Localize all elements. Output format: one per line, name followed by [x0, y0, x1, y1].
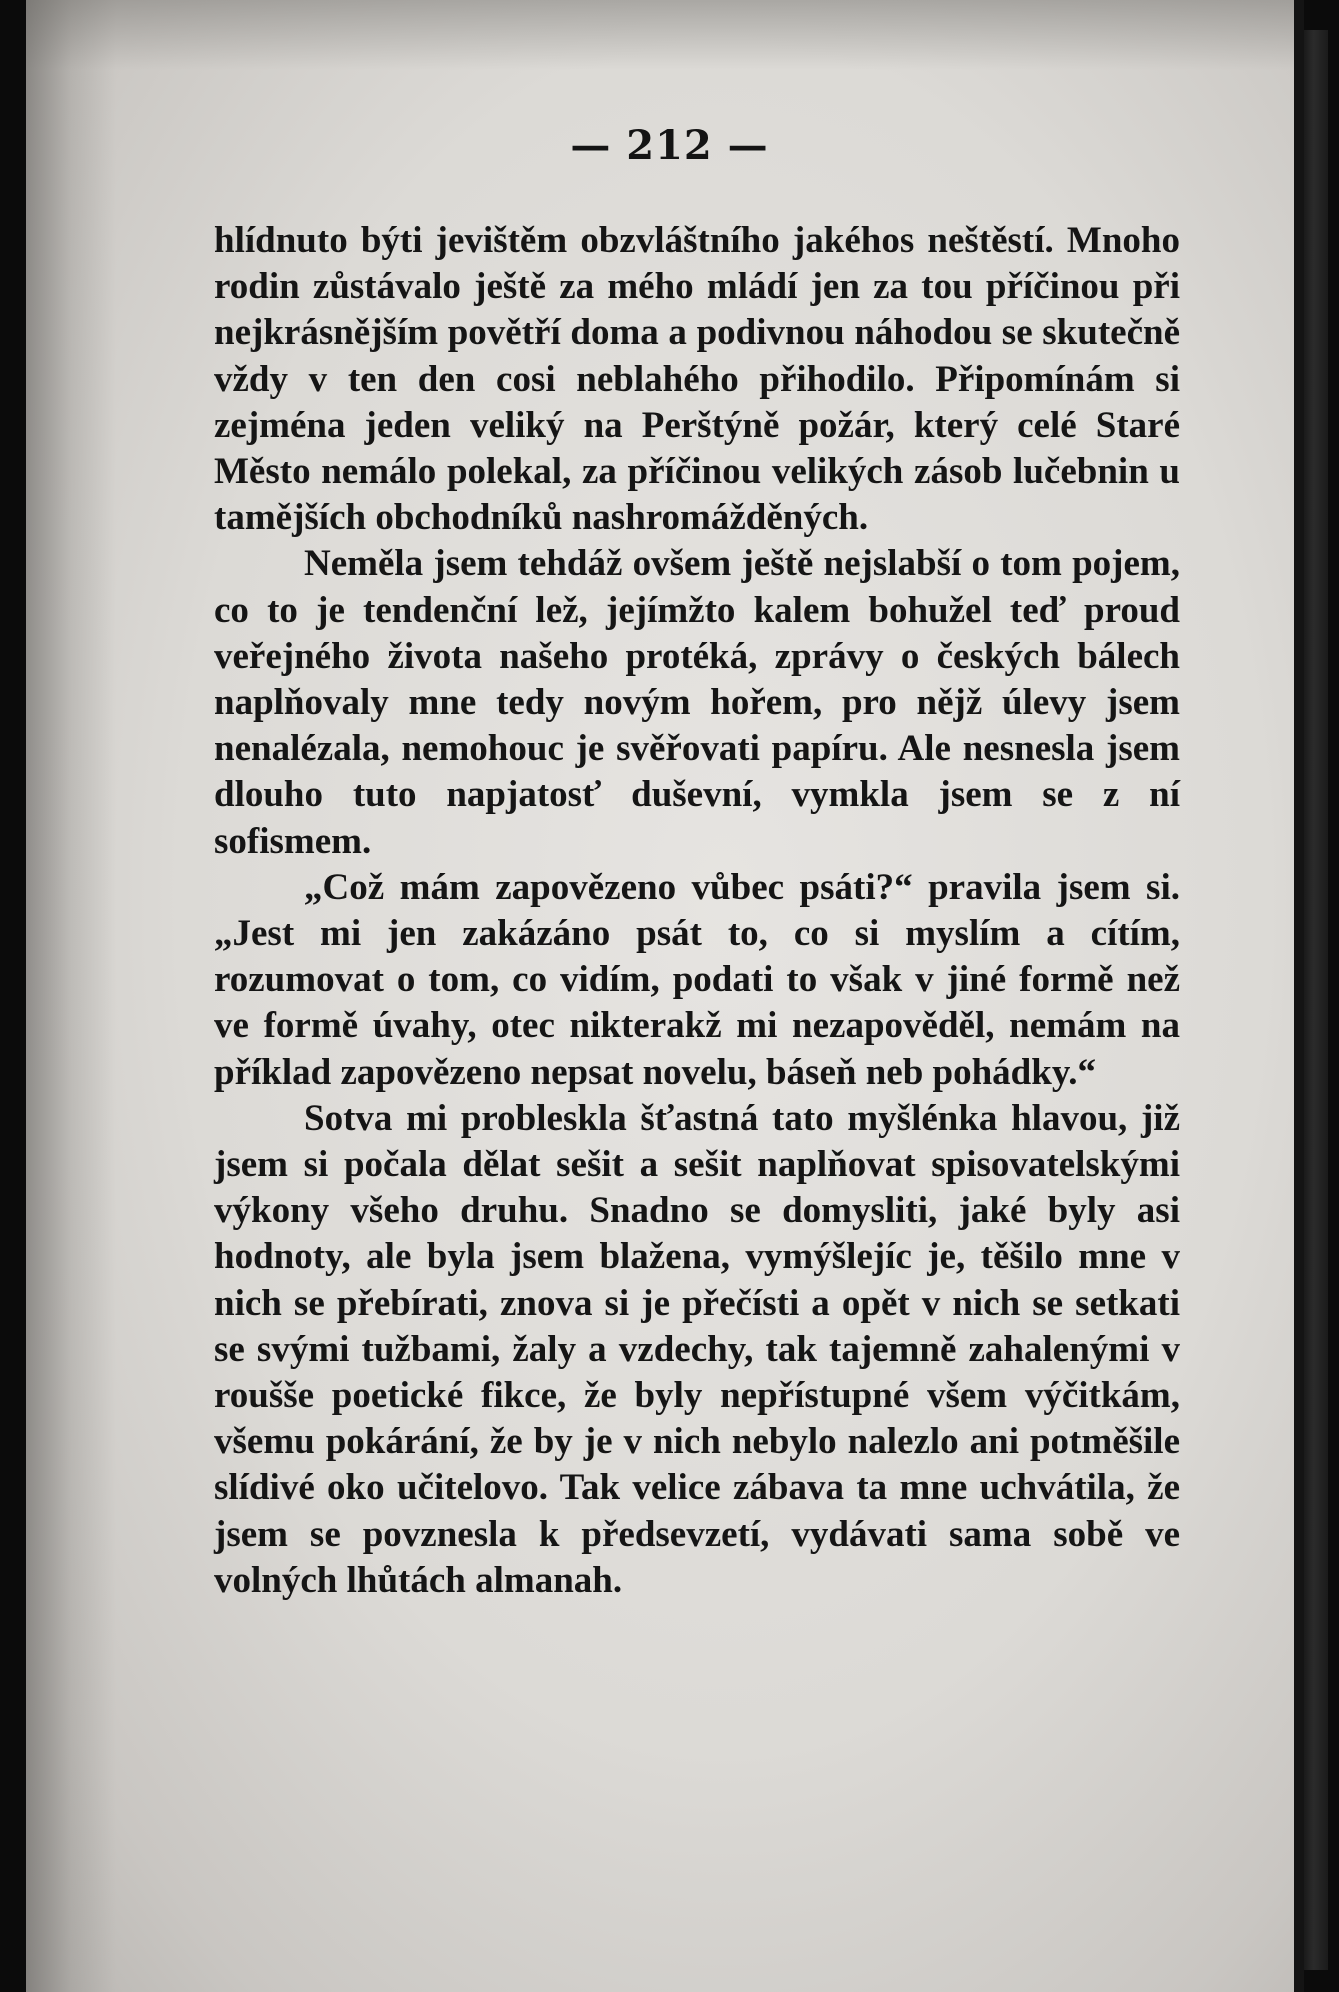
page-number: — 212 — [570, 122, 769, 169]
page-edge-right [1294, 0, 1304, 1992]
page-shadow-top [26, 0, 1294, 70]
paragraph: Sotva mi probleskla šťastná tato myšlénka hlavou, již jsem si počala dělat sešit a sešit naplňovat spisovatelskými výkony všeho druhu. Snadno se domysliti, jaké byly asi hodnoty, ale byla jsem blažena, vymýšlejíc je, těšilo mne v nich se přebírati, znova si je přečísti a opět v nich se setkati se svými tužbami, žaly a vzdechy, tak tajemně zahalenými v roušše poetické fikce, že byly nepřístupné všem výčitkám, všemu pokárání, že by je v nich nebylo nalezlo ani potměšile slídivé oko učitelovo. Tak velice zábava ta mne uchvátila, že jsem se povznesla k předsevzetí, vydávati sama sobě ve volných lhůtách almanah. [214, 1097, 1180, 1601]
paragraph: Neměla jsem tehdáž ovšem ještě nejslabší o tom pojem, co to je tendenční lež, jejímžto kalem bohužel teď proud veřejného života našeho protéká, zprávy o českých bálech naplňovaly mne tedy novým hořem, pro nějž úlevy jsem nenalézala, nemohouc je svěřovati papíru. Ale nesnesla jsem dlouho tuto napjatosť duševní, vymkla jsem se z ní sofismem. [214, 543, 1180, 862]
paragraph: „Což mám zapovězeno vůbec psáti?“ pravila jsem si. „Jest mi jen zakázáno psát to, co si myslím a cítím, rozumovat o tom, co vidím, podati to však v jiné formě než ve formě úvahy, otec nikterakž mi nezapověděl, nemám na příklad zapovězeno nepsat novelu, báseň neb pohádky.“ [214, 866, 1180, 1093]
scan-border-right [1304, 30, 1328, 1970]
paragraph: hlídnuto býti jevištěm obzvláštního jakéhos neštěstí. Mnoho rodin zůstávalo ještě za mého mládí jen za tou příčinou při nejkrásnějším povětří doma a podivnou náhodou se skutečně vždy v ten den cosi neblahého přihodilo. Připomínám si zejména jeden veliký na Perštýně požár, který celé Staré Město nemálo polekal, za příčinou velikých zásob lučebnin u tamějších obchodníků nashromážděných. [214, 220, 1180, 539]
page-shadow-left [26, 0, 116, 1992]
page-body [214, 218, 1180, 1604]
